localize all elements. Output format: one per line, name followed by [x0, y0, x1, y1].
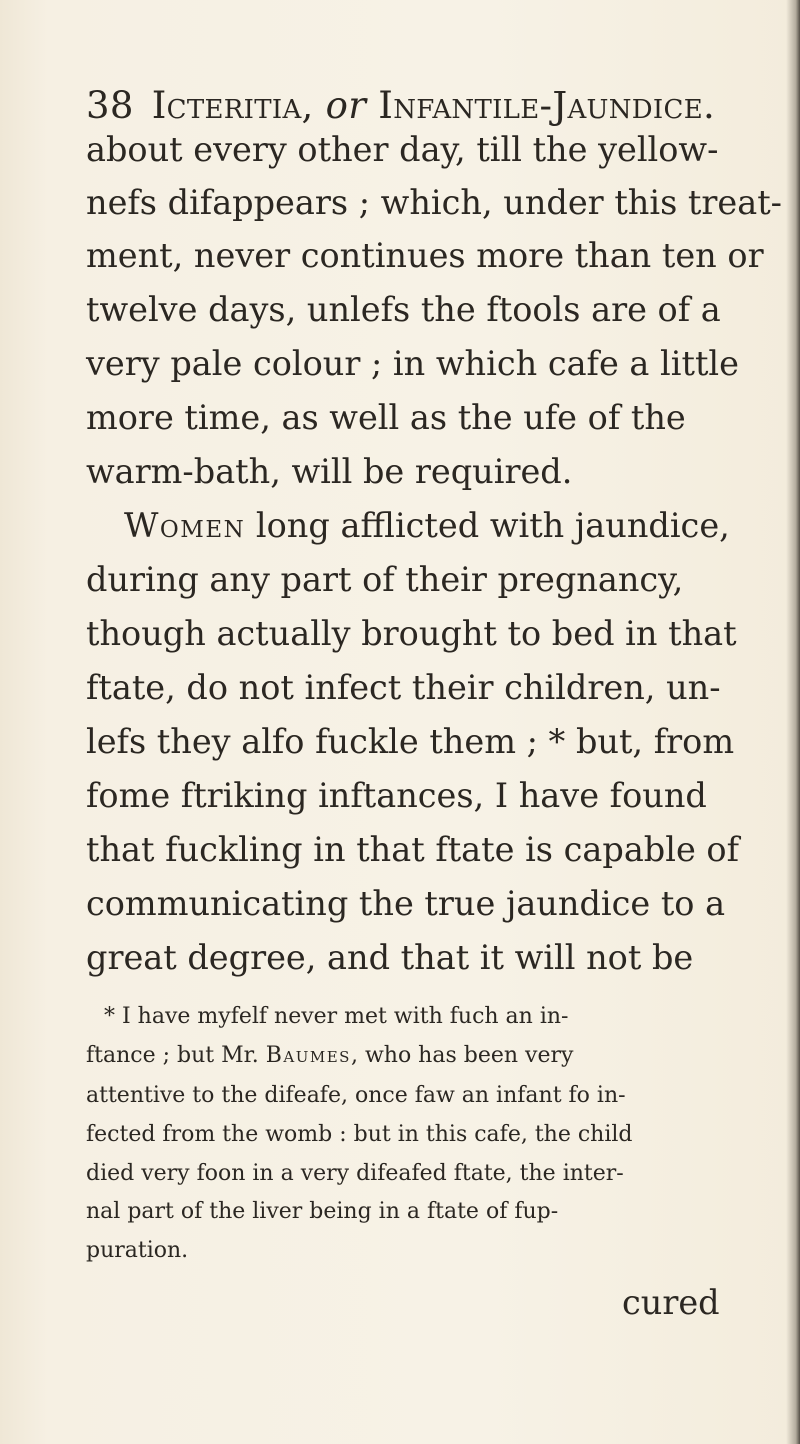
body-line: communicating the true jaundice to a [86, 884, 726, 923]
body-line-text: long afflicted with jaundice, [255, 506, 730, 545]
body-line: warm-bath, will be required. [86, 452, 573, 491]
footnote-text: ftance ; but Mr. [86, 1043, 266, 1068]
paragraph-start-line [124, 506, 730, 545]
footnote-line: fected from the womb : but in this cafe, the child [86, 1122, 633, 1147]
footnote-line: died very foon in a very difeafed ftate, the inter- [86, 1161, 624, 1186]
body-line: lefs they alfo fuckle them ; * but, from [86, 722, 735, 761]
body-line: though actually brought to bed in that [86, 614, 737, 653]
body-line: very pale colour ; in which cafe a little [86, 344, 739, 383]
running-title-alternate: Infantile-Jaundice. [378, 84, 716, 127]
catchword: cured [622, 1283, 720, 1322]
footnote-line [86, 1045, 573, 1067]
running-title-conjunction: or [325, 84, 367, 127]
footnote-line: puration. [86, 1238, 189, 1263]
footnote-text: , who has been very [350, 1043, 574, 1068]
running-head [86, 84, 715, 127]
body-line: nefs difappears ; which, under this treat- [86, 183, 782, 222]
body-line: ment, never continues more than ten or [86, 236, 764, 275]
footnote-author-name: Baumes [265, 1043, 351, 1068]
page-number: 38 [86, 84, 134, 127]
footnote-line: attentive to the difeafe, once faw an infant fo in- [86, 1083, 626, 1108]
body-line: about every other day, till the yellow- [86, 130, 719, 169]
page-edge-shadow [786, 0, 800, 1444]
paragraph-lead-word: Women [124, 506, 246, 545]
body-line: that fuckling in that ftate is capable of [86, 830, 739, 869]
body-line: more time, as well as the ufe of the [86, 398, 686, 437]
running-title: Icteritia, [151, 84, 314, 127]
body-line: twelve days, unlefs the ftools are of a [86, 290, 721, 329]
footnote-line: nal part of the liver being in a ftate of fup- [86, 1199, 559, 1224]
body-line: ftate, do not infect their children, un- [86, 668, 721, 707]
body-line: great degree, and that it will not be [86, 938, 694, 977]
body-line: during any part of their pregnancy, [86, 560, 684, 599]
footnote-line: * I have myfelf never met with fuch an in- [104, 1004, 569, 1029]
body-line: fome ftriking inftances, I have found [86, 776, 707, 815]
